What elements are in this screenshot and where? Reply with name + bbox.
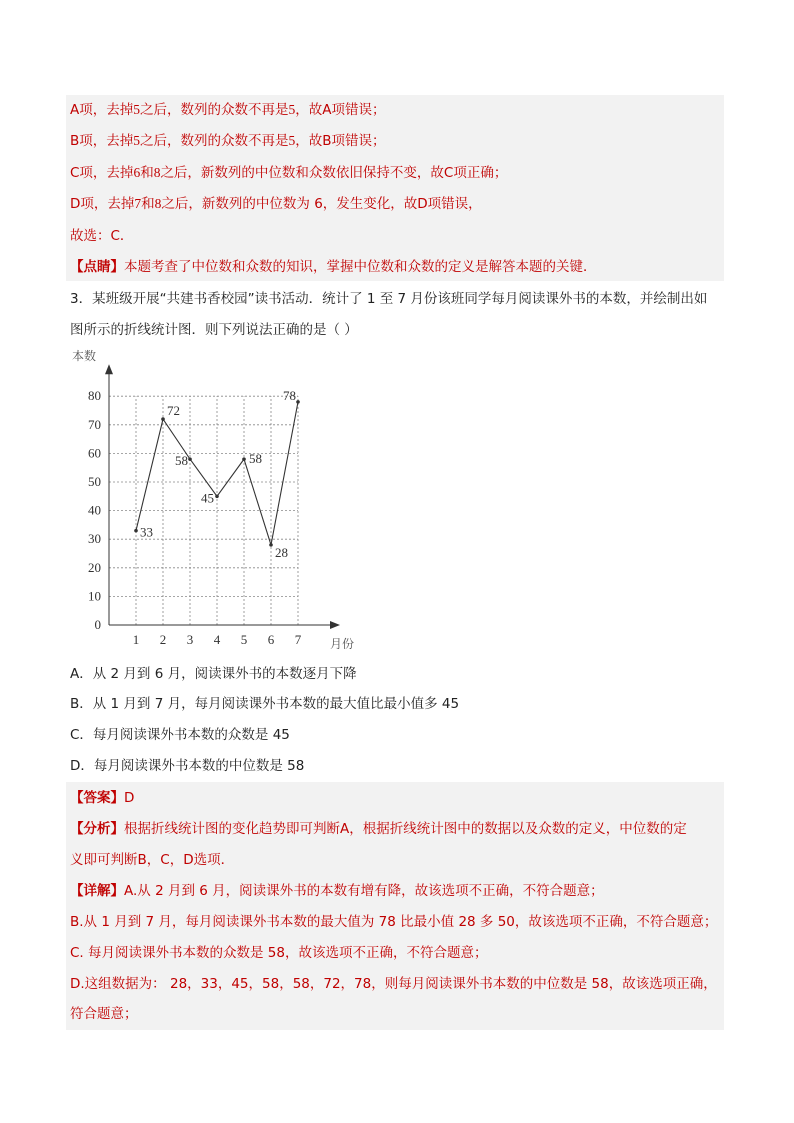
- question-stem-line2: 图所示的折线统计图．则下列说法正确的是（ ）: [70, 322, 358, 338]
- y-tick-label: 80: [88, 388, 101, 404]
- option-d: D．每月阅读课外书本数的中位数是 58: [70, 758, 305, 774]
- data-point: [188, 457, 192, 461]
- remark-tag: 【点睛】: [70, 259, 124, 275]
- y-tick-label: 30: [88, 531, 101, 547]
- x-tick-label: 6: [267, 632, 275, 647]
- y-tick-label: 20: [88, 559, 101, 575]
- x-tick-label: 1: [132, 632, 140, 647]
- x-tick-label: 7: [294, 632, 302, 647]
- solution-background-prev: [66, 95, 724, 281]
- x-tick-label: 2: [159, 632, 167, 647]
- grid-lines: [109, 396, 298, 625]
- y-tick-label: 70: [88, 416, 101, 432]
- option-b: B．从 1 月到 7 月，每月阅读课外书本数的最大值比最小值多 45: [70, 696, 460, 712]
- data-point: [242, 457, 246, 461]
- analysis-line2: 义即可判断B，C，D选项．: [70, 852, 235, 868]
- x-axis-label: 月份: [330, 637, 355, 651]
- axes: [105, 364, 340, 629]
- data-label: 58: [175, 453, 188, 469]
- analysis-line1: 【分析】根据折线统计图的变化趋势即可判断A，根据折线统计图中的数据以及众数的定义，中位数的定: [70, 821, 687, 837]
- x-tick-label: 3: [186, 632, 194, 647]
- option-a: A．从 2 月到 6 月，阅读课外书的本数逐月下降: [70, 666, 357, 682]
- solution-choice: 故选：C．: [70, 228, 134, 244]
- y-tick-label: 0: [94, 617, 101, 632]
- y-axis-label: 本数: [72, 349, 97, 363]
- solution-remark: [70, 257, 597, 277]
- detail-line2: B.从 1 月到 7 月，每月阅读课外书本数的最大值为 78 比最小值 28 多 50，故该选项不正确，不符合题意；: [70, 914, 718, 930]
- detail-tag: 【详解】: [70, 883, 124, 899]
- y-tick-label: 10: [88, 588, 101, 604]
- data-label: 45: [201, 490, 214, 506]
- data-label: 72: [167, 403, 180, 419]
- data-label: 78: [283, 387, 296, 403]
- answer-tag: 【答案】: [70, 790, 124, 806]
- x-axis-arrow: [330, 621, 340, 629]
- data-point: [269, 543, 273, 547]
- solution-line-b: B项，去掉5之后，数列的众数不再是5，故B项错误；: [70, 133, 386, 149]
- detail-line4: D.这组数据为： 28，33，45，58，58，72，78，则每月阅读课外书本数的中位数是 58，故该选项正确，: [70, 976, 717, 992]
- y-axis-arrow: [105, 364, 113, 374]
- answer-line: [70, 788, 134, 808]
- detail-line1: 【详解】A.从 2 月到 6 月，阅读课外书的本数有增有降，故该选项不正确，不符合题意；: [70, 883, 604, 899]
- solution-line-c: C项，去掉6和8之后，新数列的中位数和众数依旧保持不变，故C项正确；: [70, 165, 508, 181]
- line-chart: [60, 340, 380, 660]
- option-c: C．每月阅读课外书本数的众数是 45: [70, 727, 290, 743]
- tick-labels: [88, 388, 302, 647]
- data-point: [296, 400, 300, 404]
- remark-text: 本题考查了中位数和众数的知识，掌握中位数和众数的定义是解答本题的关键．: [124, 259, 597, 275]
- y-tick-label: 40: [88, 502, 101, 518]
- answer-value: D: [124, 790, 135, 806]
- x-tick-label: 4: [213, 632, 221, 647]
- detail-line3: C. 每月阅读课外书本数的众数是 58，故该选项不正确，不符合题意；: [70, 945, 488, 961]
- y-tick-label: 60: [88, 445, 101, 461]
- solution-line-d: D项，去掉7和8之后，新数列的中位数为 6，发生变化，故D项错误，: [70, 196, 482, 212]
- data-label: 58: [249, 451, 262, 467]
- detail-line5: 符合题意；: [70, 1006, 138, 1022]
- analysis-tag: 【分析】: [70, 821, 124, 837]
- data-point: [215, 495, 219, 499]
- data-label: 33: [140, 524, 153, 540]
- data-point: [161, 417, 165, 421]
- solution-line-a: A项，去掉5之后，数列的众数不再是5，故A项错误；: [70, 102, 386, 118]
- question-stem-line1: 3．某班级开展“共建书香校园”读书活动．统计了 1 至 7 月份该班同学每月阅读课外书的本数，并绘制出如: [70, 291, 708, 307]
- x-tick-label: 5: [240, 632, 248, 647]
- data-label: 28: [275, 544, 288, 560]
- data-point: [134, 529, 138, 533]
- y-tick-label: 50: [88, 474, 101, 489]
